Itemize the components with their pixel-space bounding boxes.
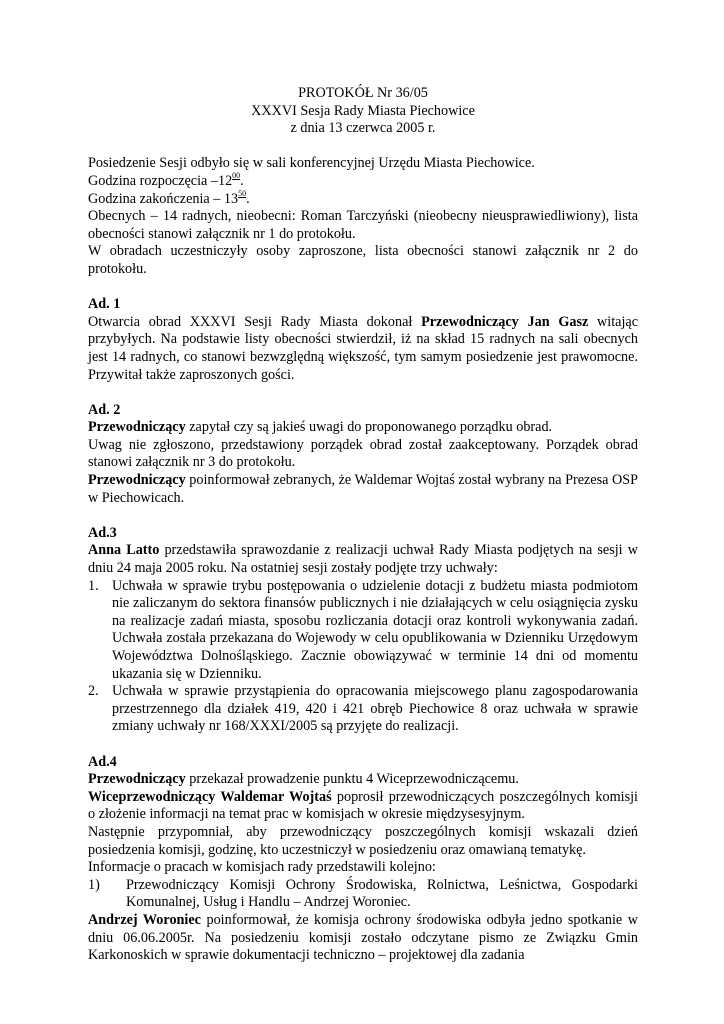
session-title: XXXVI Sesja Rady Miasta Piechowice [251,102,475,119]
ad2-section [88,402,638,508]
ad3-heading: Ad.3 [88,524,117,541]
intro-location: Posiedzenie Sesji odbyło się w sali konferencyjnej Urzędu Miasta Piechowice. [88,155,535,172]
ad4-section [88,754,638,965]
list-item: 1. Uchwała w sprawie trybu postępowania o udzielenie dotacji z budżetu miasta podmiotom nie zaliczanym do sektora finansów publicznych i nie działających w celu osiągnięcia zysku na realizacje zadań miasta, sposobu rozliczania dotacji oraz kontroli wykonywania zadań. Uchwała została przekazana do Wojewody w celu opublikowania w Dzienniku Urzędowym Województwa Dolnośląskiego. Zacznie obowiązywać w terminie 14 dni od momentu ukazania się w Dzienniku. [88,577,638,682]
ad1-text: Otwarcia obrad XXXVI Sesji Rady Miasta dokonał Przewodniczący Jan Gasz witając przybyłych. Na podstawie listy obecności stwierdził, iż na skład 15 radnych na sali obecnych jest 14 radnych, co stanowi bezwzględną większość, tym samym posiedzenie jest prawomocne. Przywitał także zaproszonych gości. [88,313,638,383]
list-item: 2. Uchwała w sprawie przystąpienia do opracowania miejscowego planu zagospodarowania przestrzennego dla działek 419, 420 i 421 obręb Piechowice 8 oraz uchwała w sprawie zmiany uchwały nr 168/XXXI/2005 są przyjęte do realizacji. [88,683,638,735]
intro-section [88,155,638,278]
end-time: Godzina zakończenia – $13^{50}$. [88,188,250,207]
ad1-heading: Ad. 1 [88,296,121,313]
protocol-number: PROTOKÓŁ Nr 36/05 [298,85,428,101]
ad4-paragraph-5: Andrzej Woroniec poinformował, że komisja ochrony środowiska odbyła jedno spotkanie w dniu 06.06.2005r. Na posiedzeniu komisji zostało odczytane pismo ze Związku Gmin Karkonoskich w sprawie dokumentacji techniczno – projektowej dla zadania [88,911,638,964]
ad3-section [88,525,638,736]
guests-text: W obradach uczestniczyły osoby zaproszone, lista obecności stanowi załącznik nr 2 do protokołu. [88,243,638,277]
ad2-paragraph-3: Przewodniczący poinformował zebranych, że Waldemar Wojtaś został wybrany na Prezesa OSP w Piechowicach. [88,472,638,506]
ad2-paragraph-2: Uwag nie zgłoszono, przedstawiony porządek obrad został zaakceptowany. Porządek obrad stanowi załącznik nr 3 do protokołu. [88,436,638,471]
ad4-paragraph-3: Następnie przypomniał, aby przewodniczący poszczególnych komisji wskazali dzień posiedzenia komisji, godzinę, kto uczestniczył w posiedzeniu oraz omawianą tematykę. [88,823,638,858]
ad4-paragraph-1: Przewodniczący przekazał prowadzenie punktu 4 Wiceprzewodniczącemu. [88,771,519,788]
session-date: z dnia 13 czerwca 2005 r. [290,120,436,137]
ad4-paragraph-2: Wiceprzewodniczący Waldemar Wojtaś poprosił przewodniczących poszczególnych komisji o złożenie informacji na temat prac w komisjach w okresie międzysesyjnym. [88,788,638,823]
ad4-heading: Ad.4 [88,753,117,770]
document-header [88,85,638,138]
ad2-paragraph-1: Przewodniczący zapytał czy są jakieś uwagi do proponowanego porządku obrad. [88,419,553,436]
ad2-heading: Ad. 2 [88,401,121,418]
ad4-paragraph-4: Informacje o pracach w komisjach rady przedstawili kolejno: [88,859,436,876]
list-item: 1) Przewodniczący Komisji Ochrony Środowiska, Rolnictwa, Leśnictwa, Gospodarki Komunalnej, Usług i Handlu – Andrzej Woroniec. [88,876,638,911]
attendance-text: Obecnych – 14 radnych, nieobecni: Roman Tarczyński (nieobecny nieusprawiedliwiony), lista obecności stanowi załącznik nr 1 do protokołu. [88,208,638,242]
ad1-section [88,296,638,384]
ad3-paragraph-1: Anna Latto przedstawiła sprawozdanie z realizacji uchwał Rady Miasta podjętych na sesji w dniu 24 maja 2005 roku. Na ostatniej sesji zostały podjęte trzy uchwały: [88,542,638,577]
start-time: Godzina rozpoczęcia $-12^{00}$. [88,171,244,189]
